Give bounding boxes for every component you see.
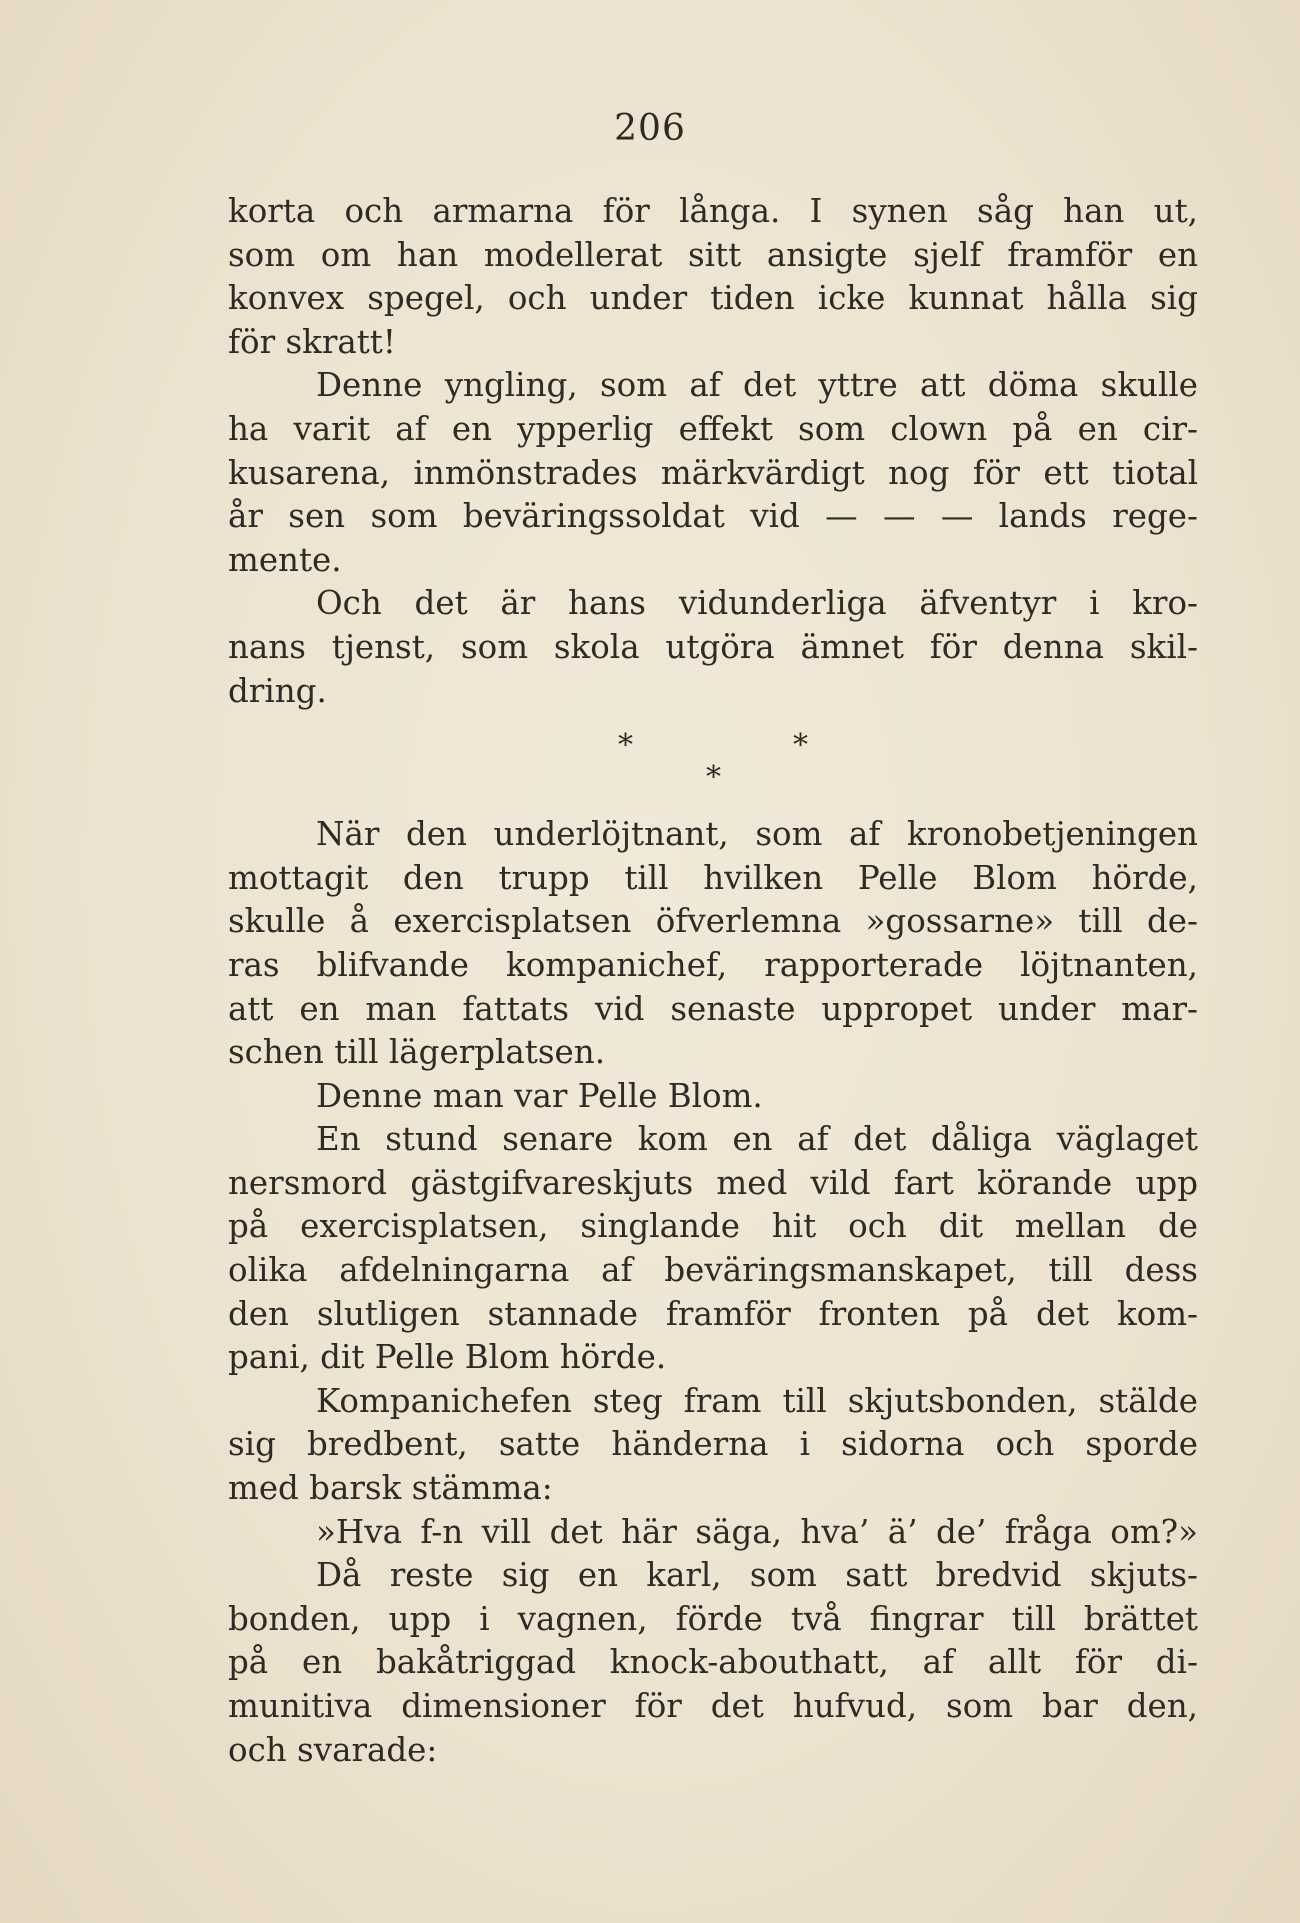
text-line: för skratt!: [228, 322, 396, 361]
text-line: Denne yngling, som af det yttre att döma skulle: [316, 366, 1198, 405]
text-line: »Hva f-n vill det här säga, hva’ ä’ de’ fråga om?»: [316, 1512, 1198, 1551]
text-line: den slutligen stannade framför fronten på det kom-: [228, 1294, 1198, 1333]
text-line: med barsk stämma:: [228, 1469, 553, 1508]
asterisk: *: [793, 728, 808, 764]
text-line: nans tjenst, som skola utgöra ämnet för denna skil-: [228, 627, 1198, 666]
text-line: kusarena, inmönstrades märkvärdigt nog för ett tiotal: [228, 453, 1198, 492]
text-line: När den underlöjtnant, som af kronobetjeningen: [316, 815, 1198, 854]
text-line: mente.: [228, 540, 342, 579]
text-line: år sen som beväringssoldat vid — — — lands rege-: [228, 497, 1198, 536]
text-line: konvex spegel, och under tiden icke kunnat hålla sig: [228, 279, 1198, 318]
text-line: och svarade:: [228, 1730, 438, 1769]
text-line: korta och armarna för långa. I synen såg han ut,: [228, 192, 1198, 230]
asterisk: *: [706, 760, 721, 796]
text-line: på en bakåtriggad knock-abouthatt, af allt för di-: [228, 1643, 1198, 1682]
section-after-break: [228, 813, 1198, 1772]
text-line: mottagit den trupp till hvilken Pelle Blom hörde,: [228, 858, 1198, 897]
page-number: 206: [614, 108, 686, 149]
text-line: Och det är hans vidunderliga äfventyr i kro-: [316, 584, 1198, 623]
text-line: på exercisplatsen, singlande hit och dit mellan de: [228, 1207, 1198, 1246]
text-line: En stund senare kom en af det dåliga väglaget: [316, 1120, 1198, 1159]
text-line: sig bredbent, satte händerna i sidorna och sporde: [228, 1425, 1198, 1464]
asterisk: *: [618, 728, 633, 764]
text-line: skulle å exercisplatsen öfverlemna »gossarne» till de-: [228, 902, 1198, 941]
text-line: att en man fattats vid senaste uppropet under mar-: [228, 989, 1198, 1028]
text-line: bonden, upp i vagnen, förde två fingrar till brättet: [228, 1599, 1198, 1638]
text-line: Då reste sig en karl, som satt bredvid skjuts-: [316, 1556, 1198, 1595]
text-line: pani, dit Pelle Blom hörde.: [228, 1338, 667, 1377]
text-line: Kompanichefen steg fram till skjutsbonden, stälde: [316, 1381, 1198, 1420]
text-line: som om han modellerat sitt ansigte sjelf framför en: [228, 235, 1198, 274]
section-before-break: [228, 190, 1198, 713]
section-break-asterisks: [228, 713, 1198, 813]
text-line: munitiva dimensioner för det hufvud, som bar den,: [228, 1687, 1198, 1725]
text-line: nersmord gästgifvareskjuts med vild fart körande upp: [228, 1163, 1198, 1202]
text-line: schen till lägerplatsen.: [228, 1033, 606, 1072]
text-line: dring.: [228, 671, 327, 710]
text-line: Denne man var Pelle Blom.: [316, 1076, 763, 1115]
body-text: [228, 190, 1198, 1772]
text-line: ha varit af en ypperlig effekt som clown på en cir-: [228, 409, 1198, 448]
text-line: ras blifvande kompanichef, rapporterade löjtnanten,: [228, 945, 1198, 984]
text-line: olika afdelningarna af beväringsmanskapet, till dess: [228, 1251, 1198, 1290]
